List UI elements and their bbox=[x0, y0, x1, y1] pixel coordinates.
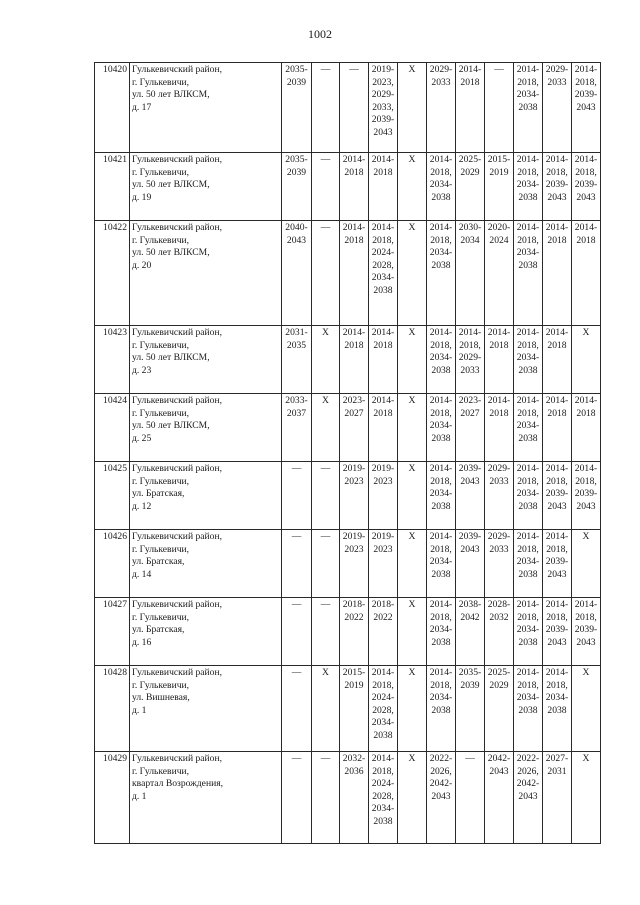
period-cell: 2014- 2018 bbox=[340, 221, 369, 326]
period-cell: — bbox=[312, 462, 340, 530]
period-cell: 2022- 2026, 2042- 2043 bbox=[427, 752, 456, 844]
period-cell: — bbox=[312, 530, 340, 598]
address-cell: Гулькевичский район, г. Гулькевичи, ул. Братская, д. 16 bbox=[130, 598, 282, 666]
period-cell: 2018- 2022 bbox=[369, 598, 398, 666]
period-cell: X bbox=[398, 530, 427, 598]
period-cell: 2023- 2027 bbox=[340, 394, 369, 462]
period-cell: 2014- 2018 bbox=[369, 153, 398, 221]
period-cell: 2014- 2018, 2039- 2043 bbox=[572, 153, 601, 221]
period-cell: — bbox=[282, 666, 312, 752]
address-cell: Гулькевичский район, г. Гулькевичи, ул. Братская, д. 12 bbox=[130, 462, 282, 530]
period-cell: 2014- 2018, 2024- 2028, 2034- 2038 bbox=[369, 752, 398, 844]
period-cell: 2014- 2018 bbox=[572, 221, 601, 326]
table-row bbox=[95, 598, 601, 666]
period-cell: — bbox=[312, 598, 340, 666]
period-cell: 2014- 2018, 2034- 2038 bbox=[514, 530, 543, 598]
period-cell: 2014- 2018, 2034- 2038 bbox=[427, 153, 456, 221]
period-cell: 2014- 2018 bbox=[485, 326, 514, 394]
period-cell: 2039- 2043 bbox=[456, 462, 485, 530]
period-cell: 2014- 2018, 2034- 2038 bbox=[514, 326, 543, 394]
period-cell: 2014- 2018, 2034- 2038 bbox=[514, 462, 543, 530]
address-cell: Гулькевичский район, г. Гулькевичи, ул. 50 лет ВЛКСМ, д. 25 bbox=[130, 394, 282, 462]
period-cell: 2029- 2033 bbox=[427, 63, 456, 153]
row-number-cell: 10429 bbox=[95, 752, 130, 844]
address-cell: Гулькевичский район, г. Гулькевичи, ул. 50 лет ВЛКСМ, д. 20 bbox=[130, 221, 282, 326]
period-cell: 2014- 2018, 2024- 2028, 2034- 2038 bbox=[369, 221, 398, 326]
period-cell: — bbox=[312, 752, 340, 844]
period-cell: 2018- 2022 bbox=[340, 598, 369, 666]
period-cell: X bbox=[398, 598, 427, 666]
period-cell: 2023- 2027 bbox=[456, 394, 485, 462]
period-cell: X bbox=[398, 221, 427, 326]
row-number-cell: 10426 bbox=[95, 530, 130, 598]
period-cell: 2029- 2033 bbox=[485, 462, 514, 530]
period-cell: X bbox=[312, 394, 340, 462]
period-cell: 2042- 2043 bbox=[485, 752, 514, 844]
period-cell: 2014- 2018, 2039- 2043 bbox=[572, 63, 601, 153]
period-cell: 2014- 2018, 2034- 2038 bbox=[514, 221, 543, 326]
period-cell: 2033- 2037 bbox=[282, 394, 312, 462]
table-row bbox=[95, 530, 601, 598]
period-cell: X bbox=[398, 462, 427, 530]
period-cell: 2040- 2043 bbox=[282, 221, 312, 326]
address-cell: Гулькевичский район, г. Гулькевичи, ул. 50 лет ВЛКСМ, д. 19 bbox=[130, 153, 282, 221]
row-number-cell: 10421 bbox=[95, 153, 130, 221]
page-number: 1002 bbox=[308, 27, 332, 41]
period-cell: 2014- 2018 bbox=[456, 63, 485, 153]
period-cell: 2014- 2018, 2039- 2043 bbox=[543, 153, 572, 221]
period-cell: — bbox=[340, 63, 369, 153]
period-cell: 2014- 2018, 2034- 2038 bbox=[427, 462, 456, 530]
address-cell: Гулькевичский район, г. Гулькевичи, ул. 50 лет ВЛКСМ, д. 23 bbox=[130, 326, 282, 394]
row-number-cell: 10424 bbox=[95, 394, 130, 462]
period-cell: 2019- 2023 bbox=[340, 462, 369, 530]
period-cell: 2032- 2036 bbox=[340, 752, 369, 844]
period-cell: 2029- 2033 bbox=[485, 530, 514, 598]
period-cell: 2014- 2018 bbox=[369, 394, 398, 462]
period-cell: 2014- 2018, 2034- 2038 bbox=[514, 598, 543, 666]
period-cell: 2028- 2032 bbox=[485, 598, 514, 666]
period-cell: X bbox=[398, 326, 427, 394]
period-cell: 2025- 2029 bbox=[485, 666, 514, 752]
period-cell: 2014- 2018, 2034- 2038 bbox=[514, 666, 543, 752]
period-cell: 2020- 2024 bbox=[485, 221, 514, 326]
period-cell: — bbox=[456, 752, 485, 844]
period-cell: 2014- 2018, 2039- 2043 bbox=[543, 462, 572, 530]
period-cell: 2019- 2023 bbox=[340, 530, 369, 598]
period-cell: 2038- 2042 bbox=[456, 598, 485, 666]
period-cell: 2019- 2023, 2029- 2033, 2039- 2043 bbox=[369, 63, 398, 153]
row-number-cell: 10428 bbox=[95, 666, 130, 752]
period-cell: 2014- 2018, 2034- 2038 bbox=[427, 598, 456, 666]
period-cell: X bbox=[398, 666, 427, 752]
period-cell: — bbox=[312, 63, 340, 153]
period-cell: 2019- 2023 bbox=[369, 530, 398, 598]
row-number-cell: 10427 bbox=[95, 598, 130, 666]
address-cell: Гулькевичский район, г. Гулькевичи, ул. 50 лет ВЛКСМ, д. 17 bbox=[130, 63, 282, 153]
row-number-cell: 10423 bbox=[95, 326, 130, 394]
address-cell: Гулькевичский район, г. Гулькевичи, ул. Братская, д. 14 bbox=[130, 530, 282, 598]
period-cell: 2014- 2018 bbox=[543, 221, 572, 326]
period-cell: 2014- 2018, 2039- 2043 bbox=[572, 598, 601, 666]
period-cell: X bbox=[572, 530, 601, 598]
table-row bbox=[95, 326, 601, 394]
period-cell: — bbox=[282, 598, 312, 666]
period-cell: X bbox=[572, 752, 601, 844]
period-cell: 2014- 2018, 2034- 2038 bbox=[514, 394, 543, 462]
table-row bbox=[95, 153, 601, 221]
period-cell: 2014- 2018, 2034- 2038 bbox=[427, 666, 456, 752]
period-cell: X bbox=[398, 752, 427, 844]
period-cell: 2014- 2018 bbox=[369, 326, 398, 394]
period-cell: 2014- 2018 bbox=[485, 394, 514, 462]
table-row bbox=[95, 221, 601, 326]
period-cell: 2014- 2018, 2029- 2033 bbox=[456, 326, 485, 394]
row-number-cell: 10422 bbox=[95, 221, 130, 326]
period-cell: 2029- 2033 bbox=[543, 63, 572, 153]
period-cell: 2015- 2019 bbox=[485, 153, 514, 221]
period-cell: 2014- 2018, 2034- 2038 bbox=[427, 530, 456, 598]
period-cell: — bbox=[282, 530, 312, 598]
row-number-cell: 10420 bbox=[95, 63, 130, 153]
period-cell: X bbox=[398, 394, 427, 462]
period-cell: 2014- 2018, 2039- 2043 bbox=[543, 530, 572, 598]
period-cell: 2014- 2018 bbox=[340, 326, 369, 394]
period-cell: 2035- 2039 bbox=[456, 666, 485, 752]
period-cell: 2022- 2026, 2042- 2043 bbox=[514, 752, 543, 844]
period-cell: — bbox=[312, 221, 340, 326]
period-cell: 2015- 2019 bbox=[340, 666, 369, 752]
address-cell: Гулькевичский район, г. Гулькевичи, ул. Вишневая, д. 1 bbox=[130, 666, 282, 752]
period-cell: 2025- 2029 bbox=[456, 153, 485, 221]
repair-schedule-table bbox=[94, 62, 601, 844]
period-cell: 2014- 2018, 2034- 2038 bbox=[427, 326, 456, 394]
row-number-cell: 10425 bbox=[95, 462, 130, 530]
period-cell: 2014- 2018, 2034- 2038 bbox=[543, 666, 572, 752]
period-cell: 2014- 2018, 2034- 2038 bbox=[427, 394, 456, 462]
address-cell: Гулькевичский район, г. Гулькевичи, квартал Возрождения, д. 1 bbox=[130, 752, 282, 844]
period-cell: 2014- 2018, 2034- 2038 bbox=[427, 221, 456, 326]
period-cell: X bbox=[398, 63, 427, 153]
period-cell: 2031- 2035 bbox=[282, 326, 312, 394]
period-cell: — bbox=[282, 752, 312, 844]
period-cell: 2027- 2031 bbox=[543, 752, 572, 844]
table-row bbox=[95, 394, 601, 462]
period-cell: X bbox=[572, 666, 601, 752]
period-cell: 2014- 2018 bbox=[543, 394, 572, 462]
period-cell: 2014- 2018, 2039- 2043 bbox=[543, 598, 572, 666]
period-cell: 2014- 2018 bbox=[572, 394, 601, 462]
period-cell: 2035- 2039 bbox=[282, 63, 312, 153]
period-cell: 2014- 2018, 2024- 2028, 2034- 2038 bbox=[369, 666, 398, 752]
table-row bbox=[95, 752, 601, 844]
period-cell: X bbox=[312, 326, 340, 394]
table-row bbox=[95, 63, 601, 153]
table-row bbox=[95, 462, 601, 530]
table-row bbox=[95, 666, 601, 752]
period-cell: 2014- 2018, 2034- 2038 bbox=[514, 63, 543, 153]
period-cell: X bbox=[572, 326, 601, 394]
period-cell: 2030- 2034 bbox=[456, 221, 485, 326]
period-cell: 2019- 2023 bbox=[369, 462, 398, 530]
period-cell: X bbox=[312, 666, 340, 752]
period-cell: — bbox=[485, 63, 514, 153]
period-cell: — bbox=[282, 462, 312, 530]
period-cell: 2014- 2018, 2039- 2043 bbox=[572, 462, 601, 530]
period-cell: 2039- 2043 bbox=[456, 530, 485, 598]
period-cell: 2035- 2039 bbox=[282, 153, 312, 221]
period-cell: 2014- 2018, 2034- 2038 bbox=[514, 153, 543, 221]
period-cell: 2014- 2018 bbox=[543, 326, 572, 394]
period-cell: — bbox=[312, 153, 340, 221]
period-cell: X bbox=[398, 153, 427, 221]
period-cell: 2014- 2018 bbox=[340, 153, 369, 221]
